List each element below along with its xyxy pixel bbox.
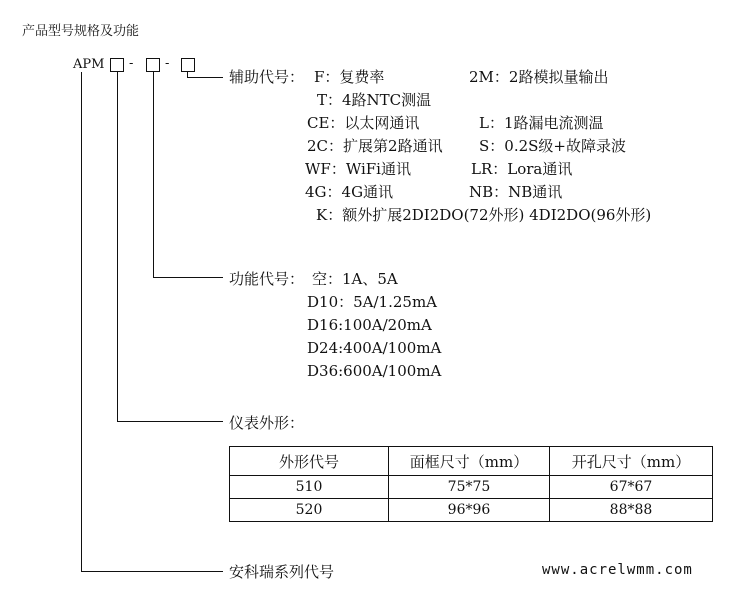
table-cell: 75*75 <box>389 476 550 499</box>
connector-line <box>187 77 223 78</box>
page-title: 产品型号规格及功能 <box>22 24 140 39</box>
aux-item: NB：NB通讯 <box>469 183 563 201</box>
table-header: 面框尺寸（mm） <box>389 447 550 476</box>
connector-line <box>117 72 118 422</box>
function-item: D16:100A/20mA <box>307 316 432 334</box>
connector-line <box>117 421 223 422</box>
aux-item: F：复费率 <box>314 68 385 86</box>
code-box-aux <box>181 58 195 72</box>
code-box-function <box>146 58 160 72</box>
table-header-row <box>230 447 713 476</box>
series-label: 安科瑞系列代号 <box>229 563 335 581</box>
table-cell: 520 <box>230 499 389 522</box>
table-cell: 510 <box>230 476 389 499</box>
aux-item: S：0.2S级+故障录波 <box>479 137 626 155</box>
connector-line <box>153 72 154 278</box>
aux-label: 辅助代号： <box>229 68 305 86</box>
function-item: D36:600A/100mA <box>307 362 442 380</box>
function-item: D10：5A/1.25mA <box>307 293 437 311</box>
website-watermark: www.acrelwmm.com <box>542 562 693 578</box>
separator: - <box>165 56 170 71</box>
code-box-shape <box>110 58 124 72</box>
connector-line <box>81 72 82 572</box>
table-row <box>230 499 713 522</box>
function-item: D24:400A/100mA <box>307 339 442 357</box>
model-prefix: APM <box>73 57 105 72</box>
connector-line <box>153 277 223 278</box>
function-item: 空：1A、5A <box>312 270 398 288</box>
aux-item: 2M：2路模拟量输出 <box>469 68 609 86</box>
function-label: 功能代号： <box>229 270 305 288</box>
table-header: 开孔尺寸（mm） <box>550 447 713 476</box>
aux-item: L：1路漏电流测温 <box>479 114 604 132</box>
aux-item: T：4路NTC测温 <box>317 91 432 109</box>
aux-item: LR：Lora通讯 <box>471 160 573 178</box>
aux-item: CE：以太网通讯 <box>307 114 420 132</box>
aux-item: WF：WiFi通讯 <box>305 160 411 178</box>
table-header: 外形代号 <box>230 447 389 476</box>
connector-line <box>81 571 223 572</box>
aux-item: 2C：扩展第2路通讯 <box>307 137 443 155</box>
shape-label: 仪表外形： <box>229 414 305 432</box>
aux-item: 4G：4G通讯 <box>305 183 394 201</box>
table-row <box>230 476 713 499</box>
aux-item: K：额外扩展2DI2DO(72外形) 4DI2DO(96外形) <box>316 206 652 224</box>
shape-table <box>229 446 713 522</box>
table-cell: 67*67 <box>550 476 713 499</box>
table-cell: 88*88 <box>550 499 713 522</box>
table-cell: 96*96 <box>389 499 550 522</box>
separator: - <box>129 56 134 71</box>
